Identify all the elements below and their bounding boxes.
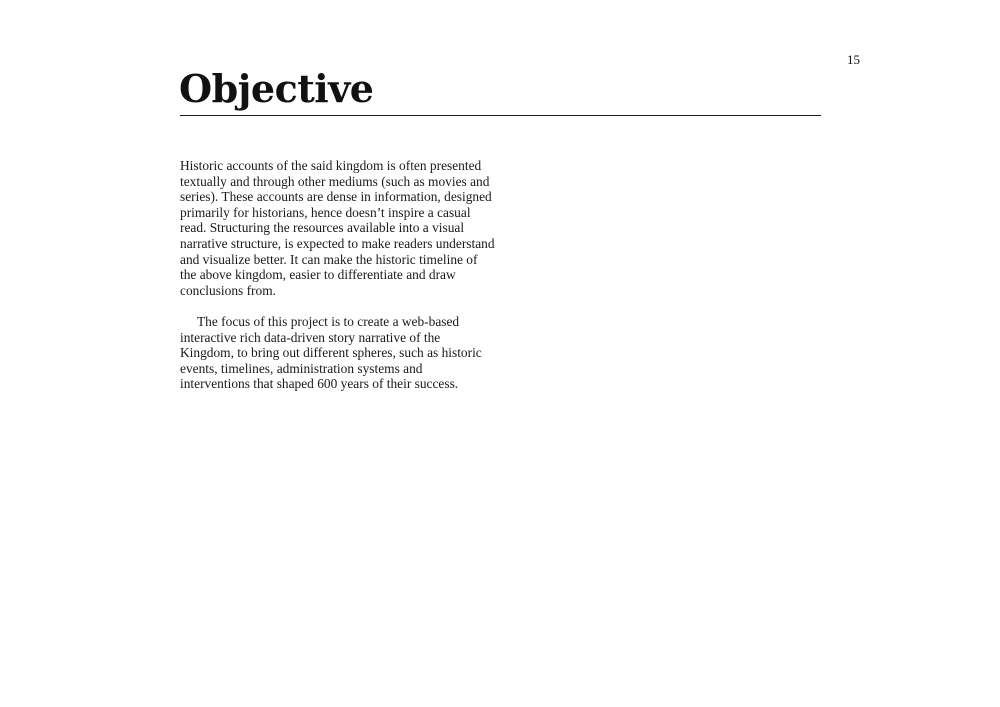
body-text-block <box>180 158 495 392</box>
page-number: 15 <box>847 52 860 67</box>
body-paragraph-intro: Historic accounts of the said kingdom is often presented textually and through other mediums (such as movies and series). These accounts are dense in information, designed primarily for historians, hence doesn’t inspire a casual read. Structuring the resources available into a visual narrative structure, is expected to make readers understand and visualize better. It can make the historic timeline of the above kingdom, easier to differentiate and draw conclusions from. <box>180 158 495 298</box>
body-paragraph-focus: The focus of this project is to create a web-based interactive rich data-driven story narrative of the Kingdom, to bring out different spheres, such as historic events, timelines, administration systems and interventions that shaped 600 years of their success. <box>180 313 482 392</box>
title-underline-divider <box>180 115 821 116</box>
page-title: Objective <box>179 66 374 111</box>
